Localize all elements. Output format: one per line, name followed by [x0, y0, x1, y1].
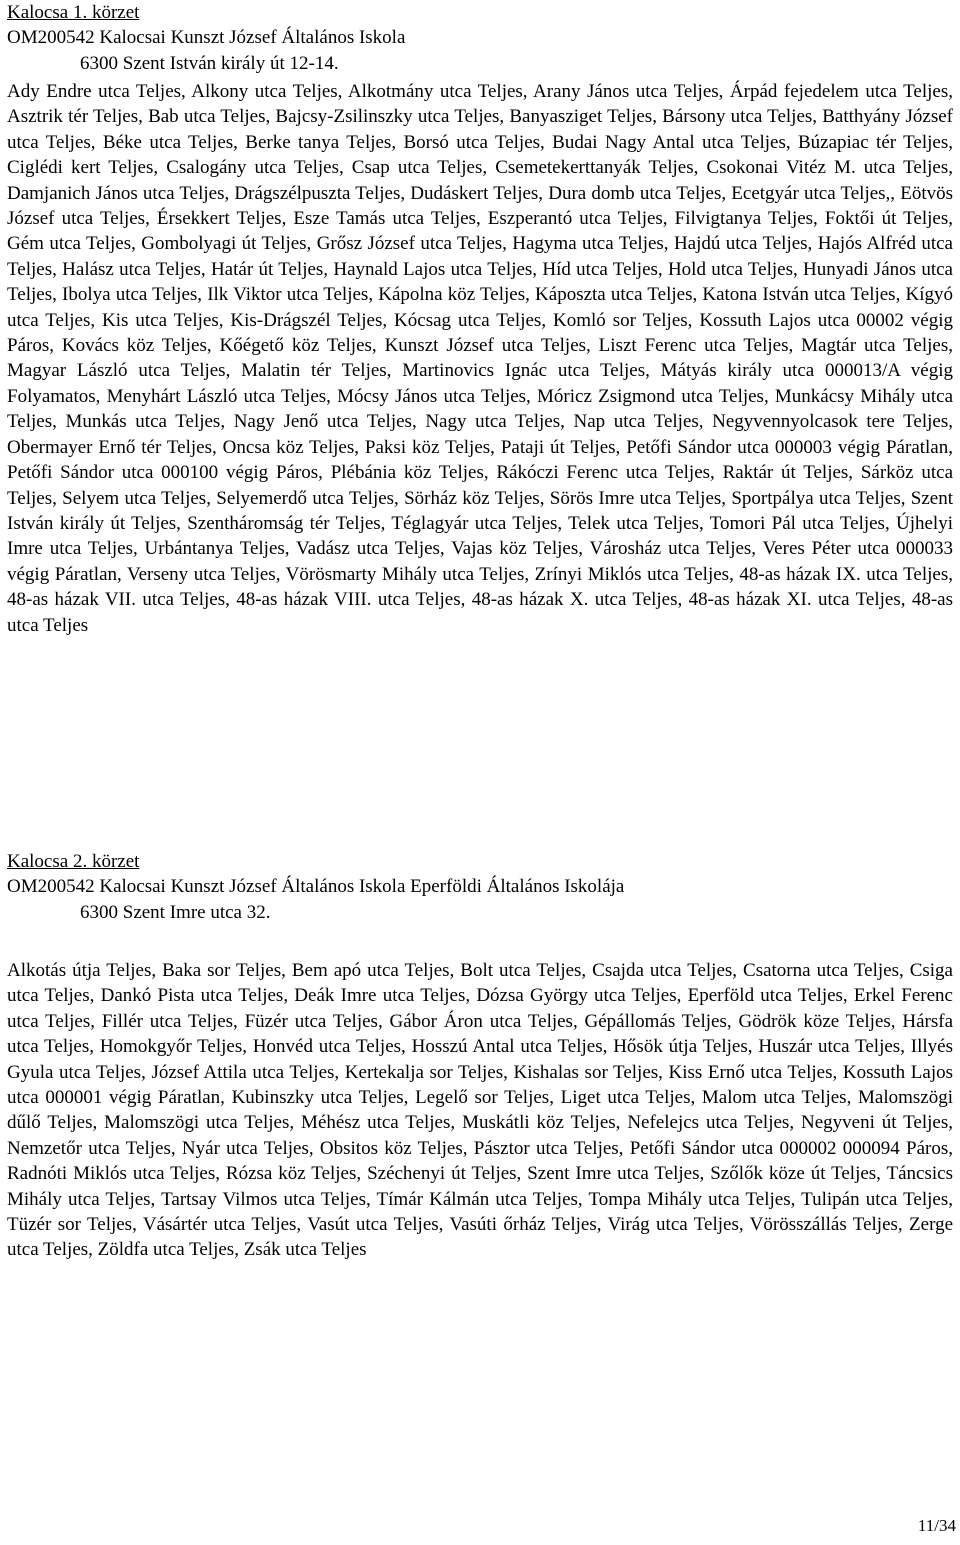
- street-list: Alkotás útja Teljes, Baka sor Teljes, Bem apó utca Teljes, Bolt utca Teljes, Csajda utca Teljes, Csatorna utca Teljes, Csiga utca Teljes, Dankó Pista utca Teljes, Deák Imre utca Teljes, Dózsa György utca Teljes, Eperföld utca Teljes, Erkel Ferenc utca Teljes, Fillér utca Teljes, Füzér utca Teljes, Gábor Áron utca Teljes, Gépállomás Teljes, Gödrök köze Teljes, Hársfa utca Teljes, Homokgyőr Teljes, Honvéd utca Teljes, Hosszú Antal utca Teljes, Hősök útja Teljes, Huszár utca Teljes, Illyés Gyula utca Teljes, József Attila utca Teljes, Kertekalja sor Teljes, Kishalas sor Teljes, Kiss Ernő utca Teljes, Kossuth Lajos utca 000001 végig Páratlan, Kubinszky utca Teljes, Legelő sor Teljes, Liget utca Teljes, Malom utca Teljes, Malomszögi dűlő Teljes, Malomszögi utca Teljes, Méhész utca Teljes, Muskátli köz Teljes, Nefelejcs utca Teljes, Negyveni út Teljes, Nemzetőr utca Teljes, Nyár utca Teljes, Obsitos köz Teljes, Pásztor utca Teljes, Petőfi Sándor utca 000002 000094 Páros, Radnóti Miklós utca Teljes, Rózsa köz Teljes, Széchenyi út Teljes, Szent Imre utca Teljes, Szőlők köze út Teljes, Táncsics Mihály utca Teljes, Tartsay Vilmos utca Teljes, Tímár Kálmán utca Teljes, Tompa Mihály utca Teljes, Tulipán utca Teljes, Tüzér sor Teljes, Vásártér utca Teljes, Vasút utca Teljes, Vasúti őrház Teljes, Virág utca Teljes, Vörösszállás Teljes, Zerge utca Teljes, Zöldfa utca Teljes, Zsák utca Teljes: [7, 960, 953, 1261]
- school-name: OM200542 Kalocsai Kunszt József Általános Iskola Eperföldi Általános Iskolája: [7, 876, 625, 898]
- school-address: 6300 Szent Imre utca 32.: [80, 901, 271, 923]
- page-number: 11/34: [917, 1516, 956, 1535]
- district-title: Kalocsa 2. körzet: [7, 851, 140, 872]
- district-title: Kalocsa 1. körzet: [7, 2, 140, 23]
- district-section-1: [7, 0, 953, 636]
- school-address: 6300 Szent István király út 12-14.: [80, 52, 339, 74]
- street-list: Ady Endre utca Teljes, Alkony utca Teljes, Alkotmány utca Teljes, Arany János utca Teljes, Árpád fejedelem utca Teljes, Asztrik tér Teljes, Bab utca Teljes, Bajcsy-Zsilinszky utca Teljes, Banyasziget Teljes, Bársony utca Teljes, Batthyány József utca Teljes, Béke utca Teljes, Berke tanya Teljes, Borsó utca Teljes, Budai Nagy Antal utca Teljes, Búzapiac tér Teljes, Ciglédi kert Teljes, Csalogány utca Teljes, Csap utca Teljes, Csemetekerttanyák Teljes, Csokonai Vitéz M. utca Teljes, Damjanich János utca Teljes, Drágszélpuszta Teljes, Dudáskert Teljes, Dura domb utca Teljes, Ecetgyár utca Teljes,, Eötvös József utca Teljes, Érsekkert Teljes, Esze Tamás utca Teljes, Eszperantó utca Teljes, Filvigtanya Teljes, Foktői út Teljes, Gém utca Teljes, Gombolyagi út Teljes, Grősz József utca Teljes, Hagyma utca Teljes, Hajdú utca Teljes, Hajós Alfréd utca Teljes, Halász utca Teljes, Határ út Teljes, Haynald Lajos utca Teljes, Híd utca Teljes, Hold utca Teljes, Hunyadi János utca Teljes, Ibolya utca Teljes, Ilk Viktor utca Teljes, Kápolna köz Teljes, Káposzta utca Teljes, Katona István utca Teljes, Kígyó utca Teljes, Kis utca Teljes, Kis-Drágszél Teljes, Kócsag utca Teljes, Komló sor Teljes, Kossuth Lajos utca 00002 végig Páros, Kovács köz Teljes, Kőégető köz Teljes, Kunszt József utca Teljes, Liszt Ferenc utca Teljes, Magtár utca Teljes, Magyar László utca Teljes, Malatin tér Teljes, Martinovics Ignác utca Teljes, Mátyás király utca 000013/A végig Folyamatos, Menyhárt László utca Teljes, Mócsy János utca Teljes, Móricz Zsigmond utca Teljes, Munkácsy Mihály utca Teljes, Munkás utca Teljes, Nagy Jenő utca Teljes, Nagy utca Teljes, Nap utca Teljes, Negyvennyolcasok tere Teljes, Obermayer Ernő tér Teljes, Oncsa köz Teljes, Paksi köz Teljes, Pataji út Teljes, Petőfi Sándor utca 000003 végig Páratlan, Petőfi Sándor utca 000100 végig Páros, Plébánia köz Teljes, Rákóczi Ferenc utca Teljes, Raktár út Teljes, Sárköz utca Teljes, Selyem utca Teljes, Selyemerdő utca Teljes, Sörház köz Teljes, Sörös Imre utca Teljes, Sportpálya utca Teljes, Szent István király út Teljes, Szentháromság tér Teljes, Téglagyár utca Teljes, Telek utca Teljes, Tomori Pál utca Teljes, Újhelyi Imre utca Teljes, Urbántanya Teljes, Vadász utca Teljes, Vajas köz Teljes, Városház utca Teljes, Veres Péter utca 000033 végig Páratlan, Verseny utca Teljes, Vörösmarty Mihály utca Teljes, Zrínyi Miklós utca Teljes, 48-as házak IX. utca Teljes, 48-as házak VII. utca Teljes, 48-as házak VIII. utca Teljes, 48-as házak X. utca Teljes, 48-as házak XI. utca Teljes, 48-as utca Teljes: [7, 81, 953, 636]
- school-name: OM200542 Kalocsai Kunszt József Általános Iskola: [7, 27, 406, 49]
- district-section-2: [7, 849, 953, 1261]
